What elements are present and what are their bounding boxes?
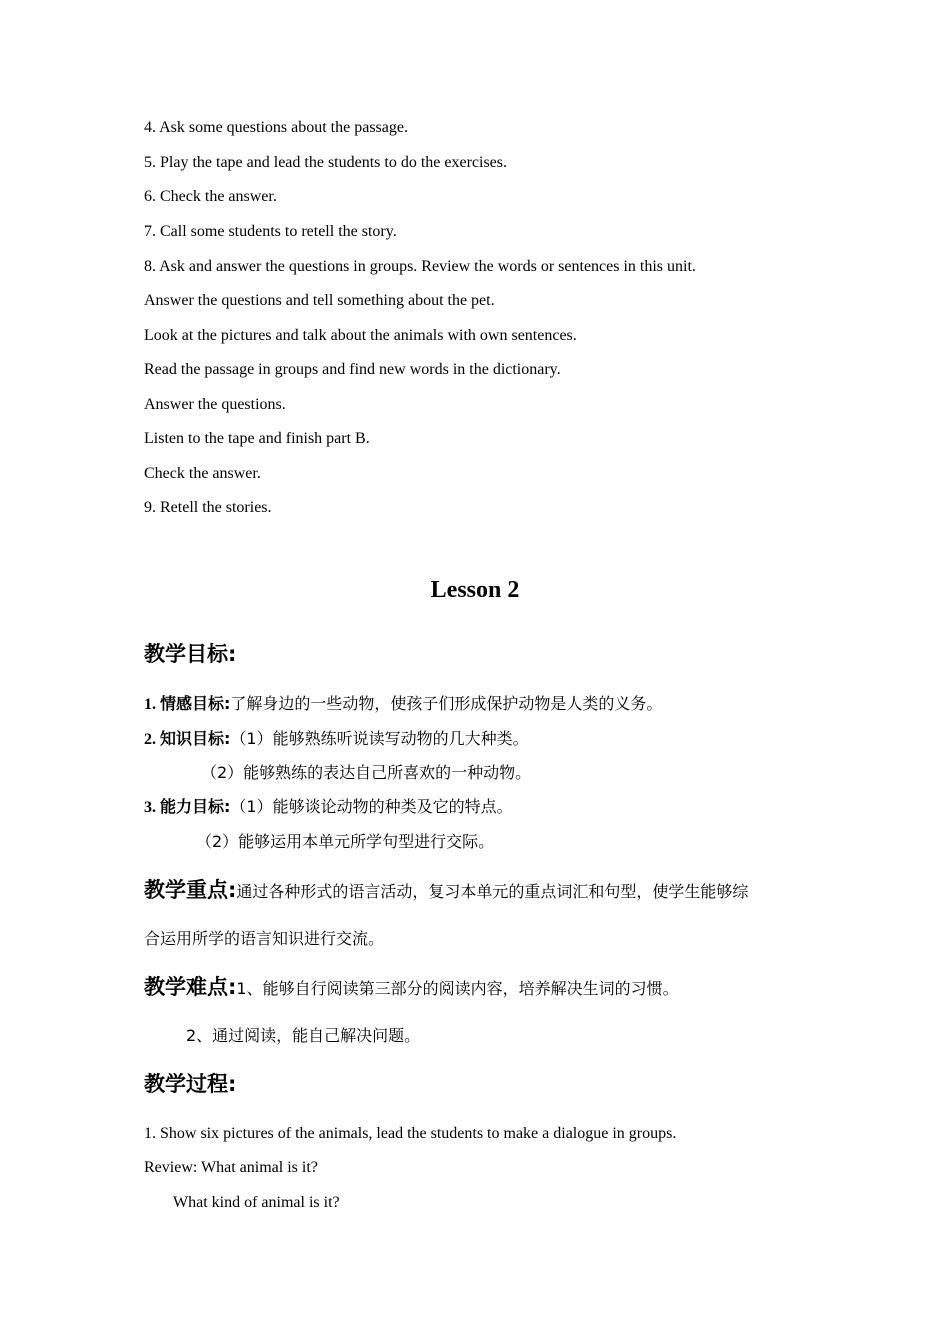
process-review: Review: What animal is it? bbox=[144, 1159, 318, 1176]
objective-subitem: （2）能够运用本单元所学句型进行交际。 bbox=[196, 832, 495, 851]
objective-item-2 bbox=[144, 729, 529, 750]
step-line: 6. Check the answer. bbox=[144, 188, 277, 205]
step-line: 8. Ask and answer the questions in groups. Review the words or sentences in this unit. bbox=[144, 258, 696, 275]
objective-text: 了解身边的一些动物，使孩子们形成保护动物是人类的义务。 bbox=[230, 694, 663, 713]
step-line: Answer the questions and tell something about the pet. bbox=[144, 292, 495, 309]
step-line: Check the answer. bbox=[144, 465, 261, 482]
key-points-heading: 教学重点: bbox=[144, 878, 237, 902]
key-points-text: 通过各种形式的语言活动，复习本单元的重点词汇和句型，使学生能够综 bbox=[236, 882, 749, 901]
step-line: Answer the questions. bbox=[144, 396, 286, 413]
objective-item-3 bbox=[144, 797, 513, 818]
step-line: 9. Retell the stories. bbox=[144, 499, 272, 516]
difficulties-heading: 教学难点: bbox=[144, 975, 237, 999]
key-points bbox=[144, 876, 748, 907]
difficulty-item: 2、通过阅读，能自己解决问题。 bbox=[186, 1026, 421, 1045]
objective-subitem: （2）能够熟练的表达自己所喜欢的一种动物。 bbox=[201, 763, 532, 782]
step-line: 4. Ask some questions about the passage. bbox=[144, 119, 408, 136]
step-line: Read the passage in groups and find new words in the dictionary. bbox=[144, 361, 561, 378]
step-line: Listen to the tape and finish part B. bbox=[144, 430, 370, 447]
objective-number: 2. bbox=[144, 731, 160, 748]
step-line: 7. Call some students to retell the story. bbox=[144, 223, 397, 240]
objective-number: 1. bbox=[144, 696, 160, 713]
objective-text: （1）能够谈论动物的种类及它的特点。 bbox=[230, 797, 513, 816]
objective-label: 知识目标: bbox=[160, 729, 231, 748]
objective-number: 3. bbox=[144, 799, 160, 816]
process-review: What kind of animal is it? bbox=[173, 1194, 340, 1211]
process-step: 1. Show six pictures of the animals, lead the students to make a dialogue in groups. bbox=[144, 1125, 677, 1142]
key-points-text-continued: 合运用所学的语言知识进行交流。 bbox=[144, 929, 385, 948]
objective-label: 能力目标: bbox=[160, 797, 231, 816]
process-heading: 教学过程: bbox=[144, 1072, 237, 1096]
objective-item-1 bbox=[144, 694, 662, 715]
step-line: 5. Play the tape and lead the students to do the exercises. bbox=[144, 154, 508, 171]
step-line: Look at the pictures and talk about the animals with own sentences. bbox=[144, 327, 577, 344]
objectives-heading: 教学目标: bbox=[144, 642, 237, 666]
difficulties bbox=[144, 973, 679, 1004]
lesson-title: Lesson 2 bbox=[430, 577, 520, 603]
difficulty-item: 1、能够自行阅读第三部分的阅读内容，培养解决生词的习惯。 bbox=[236, 979, 679, 998]
objective-text: （1）能够熟练听说读写动物的几大种类。 bbox=[230, 729, 529, 748]
objective-label: 情感目标: bbox=[160, 694, 231, 713]
